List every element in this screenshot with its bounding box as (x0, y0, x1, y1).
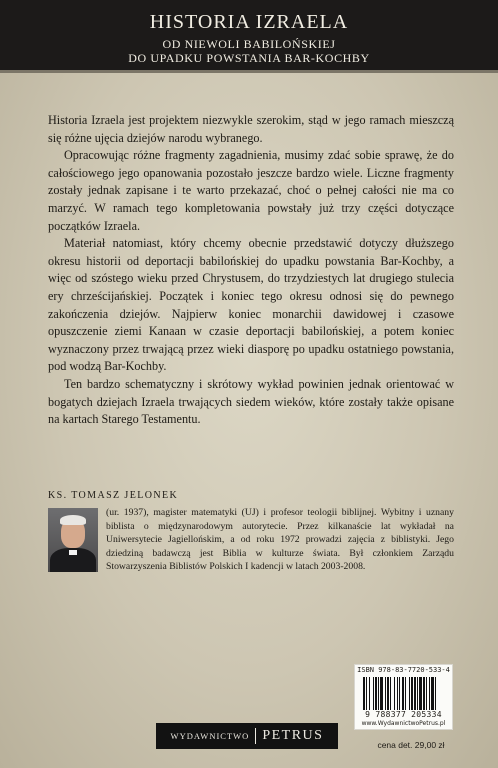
barcode-digits: 9 788377 205334 (365, 710, 442, 719)
blurb-paragraph-1: Historia Izraela jest projektem niezwykle szerokim, stąd w jego ramach mieszczą się różne ujęcia dziejów narodu wybranego. (48, 113, 454, 145)
price-label: cena det. 29,00 zł (377, 740, 445, 750)
blurb-paragraph-3: Materiał natomiast, który chcemy obecnie przedstawić dotyczy dłuższego okresu historii od deportacji babilońskiej do upadku powstania Bar-Kochby, a więc od szóstego wieku przed Chrystusem, do trzydziestych lat drugiego stulecia ery chrześcijańskiej. Początek i koniec tego okresu odnosi się do pewnego zakończenia dziejów. Najpierw koniec monarchii dawidowej i czasowe opuszczenie ziemi Kanaan w czasie deportacji babilońskiej, a potem koniec wyznaczony przez trwającą przez wieki diasporę po upadku ostatniego powstania, pod wodzą Bar-Kochby. (48, 236, 454, 374)
blurb-text (48, 112, 454, 429)
isbn-label: ISBN 978-83-7720-533-4 (357, 666, 450, 674)
publisher-label: WYDAWNICTWO (170, 731, 250, 741)
subtitle-line-2: DO UPADKU POWSTANIA BAR-KOCHBY (128, 51, 370, 65)
book-title: HISTORIA IZRAELA (149, 11, 349, 33)
barcode-bars (363, 677, 444, 710)
author-photo (48, 508, 98, 572)
blurb-paragraph-4: Ten bardzo schematyczny i skrótowy wykład powinien jednak orientować w bogatych dziejach Izraela trwających siedem wieków, które zostały także opisane na kartach Starego Testamentu. (48, 376, 454, 427)
book-subtitle (0, 37, 498, 65)
author-name: KS. TOMASZ JELONEK (48, 490, 179, 501)
author-bio: (ur. 1937), magister matematyki (UJ) i profesor teologii biblijnej. Wybitny i uznany biblista o międzynarodowym autorytecie. Przez kilkanaście lat wykładał na Uniwersytecie Jagiellońskim, a od roku 1972 prowadzi zajęcia z biblistyki. Jego dziedziną badawczą jest Biblia w kulturze świata. Był członkiem Zarządu Stowarzyszenia Biblistów Polskich I kadencji w latach 2003-2008. (106, 507, 454, 573)
blurb-paragraph-2: Opracowując różne fragmenty zagadnienia, musimy zdać sobie sprawę, że do całościowego jego opanowania pozostało jeszcze bardzo wiele. Liczne fragmenty zostały jednak zapisane i te warto przekazać, choć o pełnej całości nie ma co marzyć. W ramach tego kompletowania powstały już trzy części dotyczące początków Izraela. (48, 148, 454, 233)
cover-header (0, 0, 498, 73)
barcode (354, 664, 453, 730)
publisher-logo (156, 723, 338, 749)
publisher-divider (255, 728, 256, 744)
publisher-name: PETRUS (262, 728, 324, 743)
subtitle-line-1: OD NIEWOLI BABILOŃSKIEJ (162, 37, 336, 51)
publisher-url: www.WydawnictwoPetrus.pl (361, 720, 446, 727)
